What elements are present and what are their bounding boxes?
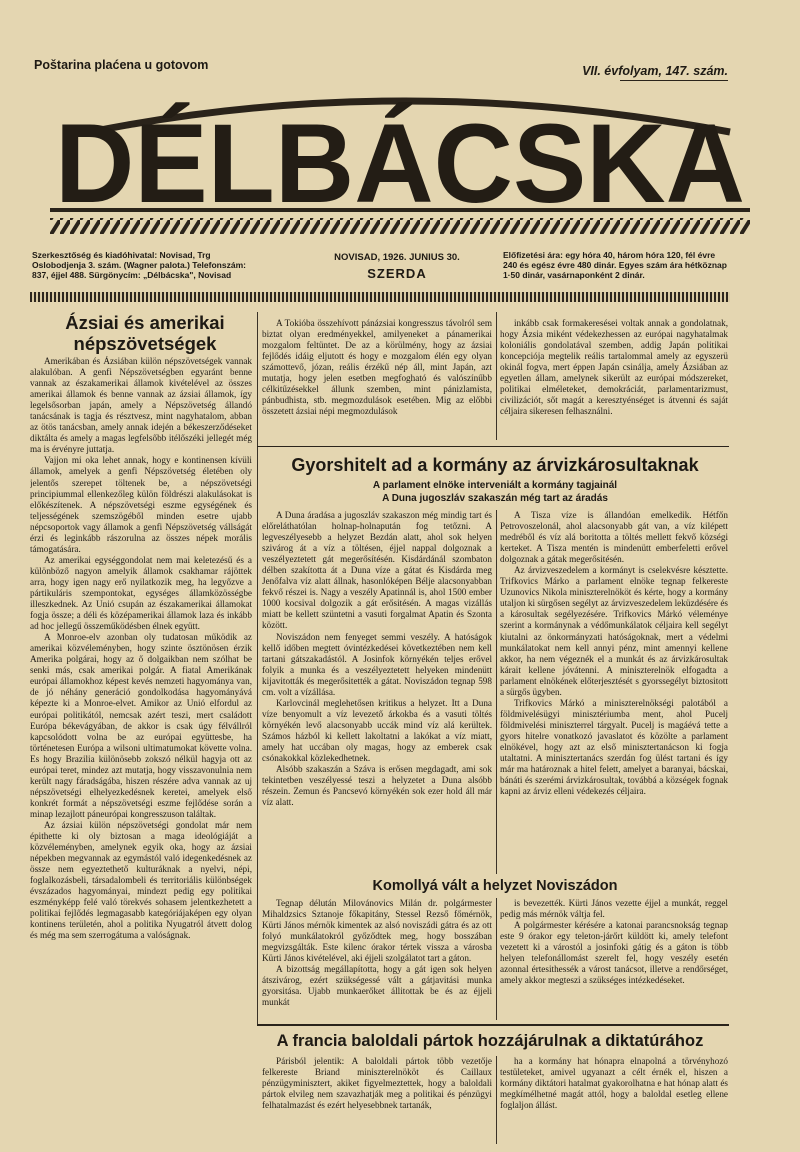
column-rule: [257, 312, 258, 1024]
postage-note: Poštarina plaćena u gotovom: [34, 58, 209, 72]
article3-paragraph: A Duna áradása a jugoszláv szakaszon még mindig tart és előreláthatólan holnap-holnapután fog tetőzni. A legveszélyesebb a helyzet Bezdán alatt, ahol sok helyen szivárog át a víz a töltésen, éjjel nappal dolgoznak a veszélyeztetett gát megerősítésén. Kisdárdánál szombaton délben szakította át a Duna víze a gátat és Kisdárda meg Jenőfalva víz alatt állnak, hasonlóképen Bélje alacsonyabban fekvő részei is. Nagy a veszély Apatinnál is, ahol 1500 ember 1000 kocsival dolgozik a gát erősitésén. A magas vizállás miatt be kellett szüntetni a vasuti forgalmat Apatin és Szonta között.: [262, 510, 492, 631]
article5-col-a: [262, 1056, 492, 1146]
weekday: SZERDA: [367, 266, 427, 281]
article4-title: Komollyá vált a helyzet Noviszádon: [372, 878, 618, 894]
article1-title: Ázsiai és amerikai népszövetségek: [65, 312, 225, 354]
masthead-title: DÉLBÁCSKA: [55, 101, 745, 226]
article4-col-b: [500, 898, 728, 1020]
article3-paragraph: Noviszádon nem fenyeget semmi veszély. A hatóságok kellő időben megtett óvintézkedései következtében nem kell tartani gátszakadástól. A Josinfok környékén teljes erővel folyik a munka és a veszélyeztetett helyeken mindenütt kijavitották és megerősitették a gátat. Noviszádon tegnap 598 cm. volt a vízállása.: [262, 631, 492, 697]
article1-paragraph: Az amerikai egységgondolat nem mai keletezésű és a különböző nagyon amelyik államok csakhamar rájöttek arra, hogy igen nagy erő nyilatkozik meg, ha legyőzve a pártikuláris szempontokat, egységes államközösségbe illeszkednek. Az Unió csupán az északamerikai államokat fogja össze; a déli és középamerikai államok laza és inkább ad hoc jellegű összeműködésben élnek együtt.: [30, 554, 252, 632]
article4-paragraph: A bizottság megállapította, hogy a gát igen sok helyen átszivárog, ezért szükségessé vált a gátjavitási munka gyorsitása. Ujabb munkaerőket állitottak be és az éjjeli munkát: [262, 964, 492, 1008]
year-issue: VII. évfolyam, 147. szám.: [582, 64, 728, 78]
section-rule: [257, 446, 729, 447]
article3-paragraph: Alsóbb szakaszán a Száva is erősen megdagadt, ami sok tekintetben veszélyessé teszi a helyzetet a Duna alsóbb részein. Zemun és Pancsevó környékén sok ezer hold áll már víz alatt.: [262, 764, 492, 808]
masthead: [30, 92, 770, 242]
issue-underline: [620, 80, 728, 81]
article3-title: Gyorshitelt ad a kormány az árvizkárosultaknak: [291, 455, 699, 475]
column-rule: [496, 312, 497, 440]
article5-paragraph: Párisból jelentik: A baloldali pártok több vezetője felkereste Briand miniszterelnököt és Caillaux pénzügyminisztert, akiket figyelmeztettek, hogy a baloldali pártok elvileg nem szavazhatják meg a politikai és pénzügyi felhatalmazást és ezért helyesebbnek tartanák,: [262, 1056, 492, 1111]
article1-paragraph: Az ázsiai külön népszövetségi gondolat már nem épithette ki oly biztosan a maga ideológiáját a közvéleményben, amelynek egyik oka, hogy az ázsiai népekben megvannak az egymástól való idegenkedésnek az össze nem egyeztethető kulturáknak a nyelvi, népi, foglalkozásbeli, társadalombeli és territoriális különbségek évszázados hagyományai, mindezt pedig egy politikai eszményképp felé való törekvés sohasem jelentkezhetett a politikai fejlődés legmagasabb kategóriájaképen egy olyan kontinens területén, ahol a politika Nyugatról átvett dolog és még ma sem szerrogátuma a valóságnak.: [30, 819, 252, 941]
article3-col-a: [262, 510, 492, 874]
article2-paragraph: inkább csak formakeresései voltak annak a gondolatnak, hogy Ázsia miként védekezhessen az európai nagyhatalmak koloniális gondolatával szemben, addig Japán politikai koncepciója megtelik reális tartalommal amely az egyszerü okinál fogva, mert éppen Japán csinálja, amely Ázsiában az egyetlen állam, amelynek sikerült az európai módszereket, politikai elméleteket, demokráciát, parlamentarizmust, civilizációt, sőt magát a keresztyénséget is átvenni és saját céljaira sikeresen felhasználni.: [500, 318, 728, 417]
article2-col-b: [500, 318, 728, 440]
issue-date: NOVISAD, 1926. JUNIUS 30.: [334, 252, 460, 263]
article3-paragraph: A Tisza víze is állandóan emelkedik. Hétfőn Petrovoszelonál, ahol alacsonyabb gát van, a víz kilépett medréből és víz alá boritotta a töltés mellett fekvő községi kerteket. A Tisza mentén is mindenütt emberfeletti erővel dolgoznak a gátak megerősitésén.: [500, 510, 728, 565]
column-rule: [496, 898, 497, 1020]
header-divider: [30, 292, 730, 302]
article1-paragraph: Amerikában és Ázsiában külön népszövetségek vannak alakulóban. A genfi Népszövetségben egyaránt benne vannak az északamerikai államok kivételével az összes amerikai államok és benne vannak az ázsiai államok, így legelsősorban japán, amely a Népszövetség állandó tanácsának is tagja és résztvesz, mint nagyhatalom, abban az ötös tanácsban, amely annak idején a békeszerződéseket diktálta és amely a magas legfelsőbb itélőszéki jellegét még ma is érvényre juttatja.: [30, 356, 252, 455]
article3-subtitle-1: A parlament elnöke interveniált a kormány tagjainál: [372, 480, 618, 491]
article3-col-b: [500, 510, 728, 874]
article3-subtitle-2: A Duna jugoszláv szakaszán még tart az áradás: [382, 493, 608, 504]
article1-body: [30, 356, 252, 1116]
article3-paragraph: Az árvizveszedelem a kormányt is cselekvésre késztette. Trifkovics Márko a parlament elnöke tegnap felkereste Uzunovics Nikola miniszterelnököt és kérte, hogy a kormány utaljon ki sürgősen segélyt az árvizveszedelem leküzdésére és a károsultak segélyezésére. Trifkovics Márkó véleménye szerint a kormánynak a védőmunkálatok céljaira kell segélyt kiutalni az önkormányzati hatóságoknak, mert a védelmi munkálatokat nem kell annyi pénz, mint amennyi kellene akkor, ha nem végeznék el a munkát és az árvizkárosultak kárait kellene jóvátenni. A miniszterelnök elfogadta a parlament elnökének előterjesztését s gyorssegélyt biztositott a sürgős ügyben.: [500, 565, 728, 697]
section-rule: [257, 1024, 729, 1026]
editorial-info: Szerkesztőség és kiadóhivatal: Novisad, Trg Oslobodjenja 3. szám. (Wagner palota.) Telefonszám: 837, éjjel 488. Sürgönycím: „Délbácska", Novisad: [32, 250, 246, 280]
article2-paragraph: A Tokióba összehívott pánázsiai kongresszus távolról sem biztat olyan eredményekkel, amilyeneket a pánamerikai mozgalom feltüntet. De az a körülmény, hogy az ázsiai fejlődés idáig eljutott és hogy e mozgalom élén egy olyan számottevő, józan, reális érzékű nép áll, mint Japán, azt mutatja, hogy jelen esetben megfogható és valószínűbb célkitűzésekkel állunk szemben, mint pánizlamista, pánbudhista, stb. megmozdulások esetében. Mig az előbbi összetett ázsiai népi megmozdulások: [262, 318, 492, 417]
article5-paragraph: ha a kormány hat hónapra elnapolná a törvényhozó testületeket, amivel ugyanazt a célt érnék el, hiszen a kormány diktátori hatalmat gyakorolhatna e hat hónap alatt és megkímélhetné magát attól, hogy a baloldal esetleg ellene foglaljon állást.: [500, 1056, 728, 1111]
article3-paragraph: Karlovcinál meglehetősen kritikus a helyzet. Itt a Duna víze benyomult a víz levezető árkokba és a vasuti töltés környékén levő alacsonyabb uccák mind víz alá kerültek. Számos házból ki kellett lakoltatni a lakókat a víz miatt, amely hat uccában oly magas, hogy az emberek csak csónakokkal közlekedhetnek.: [262, 697, 492, 764]
article4-paragraph: A polgármester kérésére a katonai parancsnokság tegnap este 9 órakor egy teleton-járőrt küldött ki, amely telefont vezetett ki a várostól a josinfoki gátig és a gáton is több helyen telefonállomást szerelt fel, hogy veszély esetén azonnal értesithessék a várost tanácsot, illetve a rendőrséget, amely akkor megteszi a szükséges intézkedéseket.: [500, 920, 728, 986]
article4-col-a: [262, 898, 492, 1020]
article1-paragraph: Vajjon mi oka lehet annak, hogy e kontinensen kívüli államok, amelyek a genfi Népszövetség életében oly jelentős szerepet töltenek be, a népszövetségi principiummal ellenkezőleg külön földrészi alakulásokat is előkészítenek. A népszövetségi eszme egységének és teljességének szemszögéből minden esetre ujabb népcsoportok vagy államok a genfi Népszövetség vállságát érzi és leginkább rászorulna az összes népek morális támogatására.: [30, 455, 252, 554]
article5-title: A francia baloldali pártok hozzájárulnak a diktatúrához: [276, 1032, 704, 1050]
masthead-logo: [30, 92, 770, 242]
article4-paragraph: is bevezették. Kürti János vezette éjjel a munkát, reggel pedig más mérnök váltja fel.: [500, 898, 728, 920]
article3-paragraph: Trifkovics Márkó a miniszterelnökségi palotából a földmivelésügyi minisztériumba ment, ahol Pucelj földmivelési miniszterrel tárgyalt. Pucelj is magáévá tette a gyors hitelre vonatkozó javaslatot és közölte a parlament elnökével, hogy azt az első minisztertanácson ki fogja utaltatni. A minisztertanács szerdán fog ülést tartani és így már ma határoznak a hitel felett, amelyet a baranyai, bácskai, bánáti és szerémi árvizkárosultak, továbbá a községek fognak kapni az árviz elleni védekezés céljaira.: [500, 697, 728, 797]
article1-paragraph: A Monroe-elv azonban oly tudatosan működik az amerikai közvéleményben, hogy szinte ösztönösen érzik Amerika polgárai, hogy az ő dolgaikban nem szólhat be senki más, csak amerikai polgár. A fiatal Amerikának európai államokhoz képest kevés nemzeti hagyománya van, de jó néhány generáció gondolkodása hagyományává képezte ki a Monroe-elvet. Amikor az Unió elfordul az európai politikától, nemcsak azért teszi, mert családott Európa békevágyában, de akkor is csak úgy félvállról kapcsolódott volna be az európai együttesbe, ha történetesen Európa a wilsoni ultimatumokat követte volna. Es hogy Brazilia különösebb zokszó nélkül hagyja ott az európai teret, mindez azt mutatja, hogy visszavonulnia nem került nagy fáradságába, hiszen részére adva vannak az uj népszövetségi elhelyezkedésnek keretei, amelyek első konkrét formát a népszövetségi eszme fejlődése során a minap lezajlott páneurópai kongresszuson találtak.: [30, 632, 252, 819]
column-rule: [496, 1056, 497, 1144]
article5-col-b: [500, 1056, 728, 1146]
article2-col-a: [262, 318, 492, 440]
column-rule: [496, 510, 497, 874]
article4-paragraph: Tegnap délután Milovánovics Milán dr. polgármester Mihaldzsics Sztanoje főkapitány, Stessel Rezső főmérnök, Kürti János mérnök kimentek az alsó noviszádi gátra és az ott folyó munkálatokról győződtek meg, hogy bosszában megvizsgálták. Este kilenc órakor tértek vissza a városba Kürti János kivételével, aki éjjeli szolgálatot tart a gáton.: [262, 898, 492, 964]
subscription-info: Előfizetési ára: egy hóra 40, három hóra 120, fél évre 240 és egész évre 480 dinár. Egyes szám ára hétköznap 1·50 dinár, vasárnaponként 2 dinár.: [503, 250, 727, 280]
